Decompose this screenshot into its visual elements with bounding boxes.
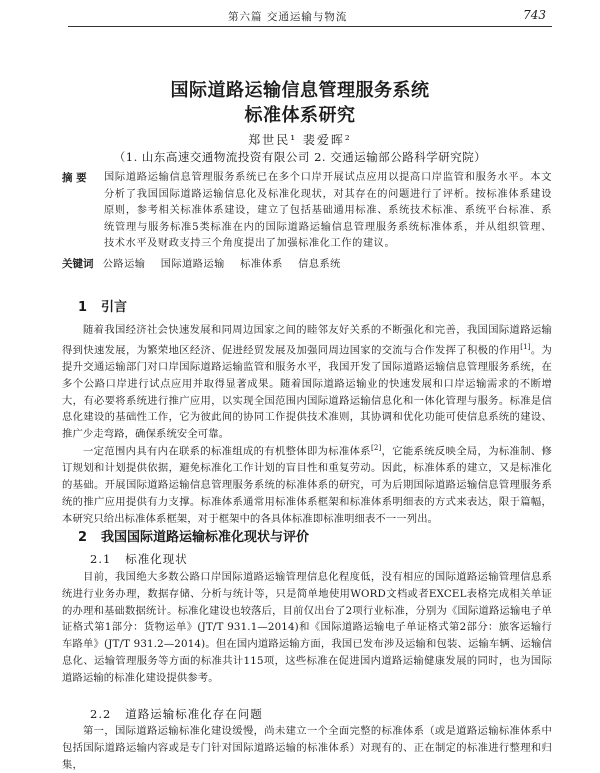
running-header bbox=[68, 8, 552, 27]
abstract-label: 摘 要 bbox=[62, 172, 87, 184]
chapter-title: 第六篇 交通运输与物流 bbox=[228, 11, 348, 23]
keywords-label: 关键词 bbox=[62, 258, 94, 270]
paragraph-2-1: 目前，我国绝大多数公路口岸国际道路运输管理信息化程度低，没有相应的国际道路运输管理信息系统进行业务办理，数据存储、分析与统计等，只是简单地使用WORD文档或者EXCEL表格完成相关单证的办理和基础数据统计。标准化建设也较落后，目前仅出台了2项行业标准，分别为《国际道路运输电子单证格式第1部分：货物运单》(JT/T 931.1—2014)和《国际道路运输电子单证格式第2部分：旅客运输行车路单》(JT/T 931.2—2014)。但在国内道路运输方面，我国已发布涉及运输和包装、运输车辆、运输信息化、运输管理服务等方面的标准共计115项，这些标准在促进国内道路运输健康发展的同时，也为国际道路运输的标准化建设提供参考。 bbox=[62, 571, 552, 684]
paragraph-intro-2: 一定范围内具有内在联系的标准组成的有机整体即为标准体系[2]，它能系统反映全局，为标准制、修订规划和计划提供依据，避免标准化工作计划的盲目性和重复劳动。因此，标准体系的建立，又是标准化的基础。开展国际道路运输信息管理服务系统的标准体系的研究，可为后期国际道路运输信息管理服务系统的推广应用提供有力支撑。标准体系通常用标准体系框架和标准体系明细表的方式来表达，限于篇幅，本研究只给出标准体系框架，对于框架中的各具体标准即标准明细表不一一列出。 bbox=[62, 444, 552, 525]
section-heading-2: 2 我国国际道路运输标准化现状与评价 bbox=[78, 530, 310, 545]
abstract bbox=[62, 170, 552, 253]
paper-title-line2: 标准体系研究 bbox=[244, 105, 356, 126]
section-heading-1: 1 引言 bbox=[78, 300, 128, 315]
keyword: 公路运输 bbox=[102, 259, 146, 270]
affiliations: （1. 山东高速交通物流投资有限公司 2. 交通运输部公路科学研究院） bbox=[113, 150, 487, 164]
keyword: 信息系统 bbox=[298, 259, 341, 270]
page-number: 743 bbox=[523, 8, 546, 22]
paragraph-2-2: 第一，国际道路运输标准化建设缓慢，尚未建立一个全面完整的标准体系（或是道路运输标准体系中包括国际道路运输内容或是专门针对国际道路运输的标准体系）对现有的、正在制定的标准进行整理和归集， bbox=[62, 725, 552, 771]
abstract-text: 国际道路运输信息管理服务系统已在多个口岸开展试点应用以提高口岸监管和服务水平。本文分析了我国国际道路运输信息化及标准化现状，对其存在的问题进行了评析。按标准体系建设原则，参考相关标准体系建设，建立了包括基础通用标准、系统技术标准、系统平台标准、系统管理与服务标准5类标准在内的国际道路运输信息管理服务系统标准体系，并从组织管理、技术水平及财政支持三个角度提出了加强标准化工作的建议。 bbox=[104, 172, 552, 249]
paragraph-intro-1: 随着我国经济社会快速发展和同周边国家之间的睦邻友好关系的不断强化和完善，我国国际道路运输得到快速发展，为繁荣地区经济、促进经贸发展及加强同周边国家的交流与合作发挥了积极的作用[1]。为提升交通运输部门对口岸国际道路运输监管和服务水平，我国开发了国际道路运输信息管理服务系统，在多个公路口岸进行试点应用并取得显著成果。随着国际道路运输业的快速发展和口岸运输需求的不断增大，有必要将系统进行推广应用，以实现全国范围内国际道路运输信息化和一体化管理与服务。标准是信息化建设的基础性工作，它为彼此间的协同工作提供技术准则，其协调和优化功能可使信息系统的建设、推广少走弯路，确保系统安全可靠。 bbox=[62, 324, 552, 441]
subsection-heading-2-2: 2.2 道路运输标准化存在问题 bbox=[90, 707, 263, 721]
subsection-heading-2-1: 2.1 标准化现状 bbox=[90, 552, 188, 566]
keyword: 标准体系 bbox=[240, 259, 283, 270]
authors: 郑世民¹ 裴爱晖² bbox=[248, 133, 352, 147]
paper-title-line1: 国际道路运输信息管理服务系统 bbox=[170, 80, 430, 101]
keyword: 国际道路运输 bbox=[160, 259, 225, 270]
keywords bbox=[62, 255, 552, 271]
